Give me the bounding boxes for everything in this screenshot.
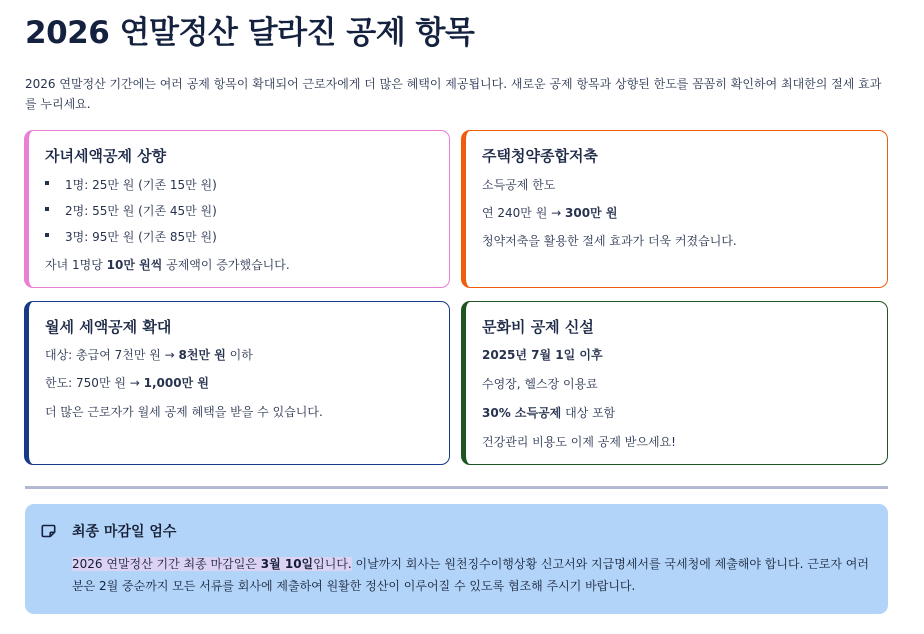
card-line: 소득공제 한도	[482, 178, 556, 192]
card-rent-tax-credit	[24, 301, 450, 465]
card-line: 대상: 총급여 7천만 원 → 8천만 원 이하	[45, 348, 253, 362]
card-child-tax-credit	[24, 130, 450, 288]
card-line: 한도: 750만 원 → 1,000만 원	[45, 376, 209, 390]
intro-text: 2026 연말정산 기간에는 여러 공제 항목이 확대되어 근로자에게 더 많은 혜택이 제공됩니다. 새로운 공제 항목과 상향된 한도를 꼼꼼히 확인하여 최대한의 절세 효과를 누리세요.	[25, 77, 882, 111]
card-culture-deduction	[461, 301, 888, 465]
list-item: 3명: 95만 원 (기존 85만 원)	[65, 230, 217, 244]
card-title: 문화비 공제 신설	[482, 318, 594, 336]
bullet-icon	[45, 207, 49, 211]
bullet-icon	[45, 233, 49, 237]
bullet-icon	[45, 181, 49, 185]
card-line: 청약저축을 활용한 절세 효과가 더욱 커졌습니다.	[482, 234, 737, 248]
card-line: 더 많은 근로자가 월세 공제 혜택을 받을 수 있습니다.	[45, 405, 323, 419]
card-line: 수영장, 헬스장 이용료	[482, 377, 598, 391]
card-line: 연 240만 원 → 300만 원	[482, 206, 618, 220]
card-title: 자녀세액공제 상향	[45, 147, 167, 165]
notice-title: 최종 마감일 엄수	[72, 524, 177, 540]
card-note: 자녀 1명당 10만 원씩 공제액이 증가했습니다.	[45, 258, 290, 272]
section-divider	[25, 486, 888, 489]
card-title: 월세 세액공제 확대	[45, 318, 172, 336]
deadline-notice	[25, 504, 888, 614]
effective-date: 2025년 7월 1일 이후	[482, 348, 603, 362]
card-line: 건강관리 비용도 이제 공제 받으세요!	[482, 435, 676, 449]
page-title: 2026 연말정산 달라진 공제 항목	[25, 15, 475, 51]
deadline-highlight: 2026 연말정산 기간 최종 마감일은 3월 10일입니다.	[72, 557, 352, 571]
list-item: 2명: 55만 원 (기존 45만 원)	[65, 204, 217, 218]
card-title: 주택청약종합저축	[482, 147, 598, 165]
card-housing-savings	[461, 130, 888, 288]
notice-body: 2026 연말정산 기간 최종 마감일은 3월 10일입니다. 이날까지 회사는 원천징수이행상황 신고서와 지급명세서를 국세청에 제출해야 합니다. 근로자 여러분은 2월 중순까지 모든 서류를 회사에 제출하여 원활한 정산이 이루어질 수 있도록 협조해 주시기 바랍니다.	[72, 557, 869, 593]
card-line: 30% 소득공제 대상 포함	[482, 406, 616, 420]
note-icon	[41, 524, 56, 538]
list-item: 1명: 25만 원 (기존 15만 원)	[65, 178, 217, 192]
